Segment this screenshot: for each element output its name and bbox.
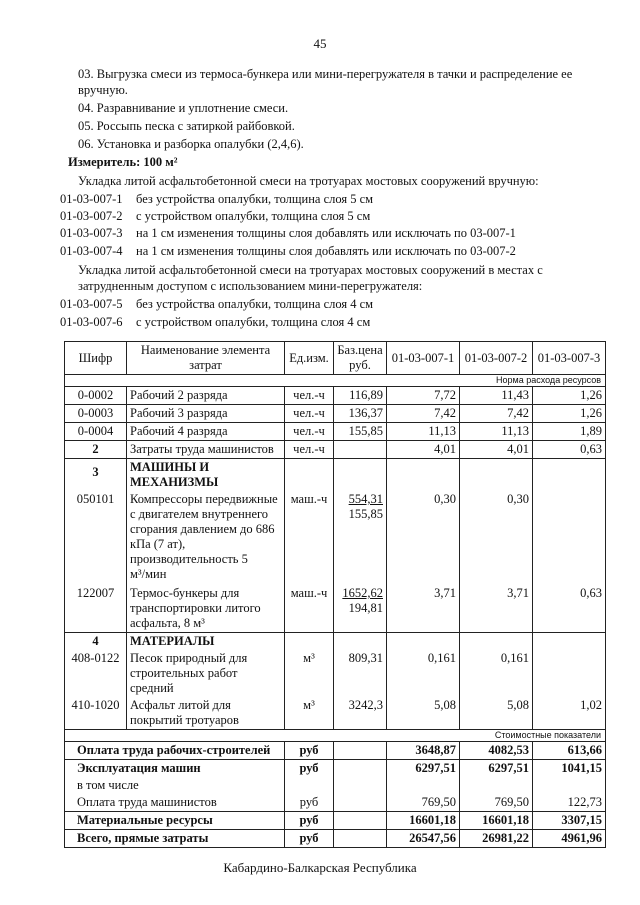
table-row (65, 423, 606, 441)
cost-empty (334, 830, 387, 848)
cost-v1 (387, 777, 460, 794)
cost-unit (285, 777, 334, 794)
cell-price: 136,37 (334, 405, 387, 423)
cost-name: в том числе (65, 777, 285, 794)
cost-v2 (460, 777, 533, 794)
cell-unit: м³ (285, 650, 334, 697)
name-line: строительных работ (130, 666, 238, 680)
name-line: сгорания давлением до 686 (130, 522, 275, 536)
section-title-line: МЕХАНИЗМЫ (130, 475, 219, 489)
cell-v2 (460, 459, 533, 492)
cost-v2: 16601,18 (460, 812, 533, 830)
header-col3: 01-03-007-3 (533, 342, 606, 375)
name-line: Асфальт литой для (130, 698, 231, 712)
cost-v3: 3307,15 (533, 812, 606, 830)
cell-unit (285, 633, 334, 651)
name-line: Термос-бункеры для (130, 586, 240, 600)
group1-item (60, 243, 516, 259)
header-unit: Ед.изм. (285, 342, 334, 375)
cell-unit (285, 459, 334, 492)
cell-v3: 1,89 (533, 423, 606, 441)
name-line: покрытий тротуаров (130, 713, 239, 727)
cell-unit: чел.-ч (285, 441, 334, 459)
section-title (127, 459, 285, 492)
cell-price: 116,89 (334, 387, 387, 405)
group1-item (60, 225, 516, 241)
cell-code: 122007 (65, 585, 127, 633)
name-line: производительность 5 (130, 552, 248, 566)
group2-item (60, 296, 373, 312)
step-04: 04. Разравнивание и уплотнение смеси. (78, 101, 289, 115)
group1-title: Укладка литой асфальтобетонной смеси на тротуарах мостовых сооружений вручную: (78, 174, 539, 188)
table-row (65, 405, 606, 423)
cell-name (127, 697, 285, 730)
cell-name (127, 491, 285, 585)
cost-v1: 16601,18 (387, 812, 460, 830)
cost-row (65, 830, 606, 848)
item-text: без устройства опалубки, толщина слоя 5 см (136, 192, 374, 206)
name-line: Компрессоры передвижные (130, 492, 278, 506)
cell-name: Рабочий 4 разряда (127, 423, 285, 441)
table-header-row (65, 342, 606, 375)
cell-v2 (460, 633, 533, 651)
cost-unit: руб (285, 830, 334, 848)
cost-unit: руб (285, 812, 334, 830)
cell-v3 (533, 459, 606, 492)
cell-code: 2 (65, 441, 127, 459)
table-row (65, 697, 606, 730)
table-row (65, 491, 606, 585)
item-code: 01-03-007-6 (60, 315, 123, 329)
cost-v2: 6297,51 (460, 760, 533, 778)
cell-v1: 7,42 (387, 405, 460, 423)
cost-v3: 122,73 (533, 794, 606, 812)
page-number: 45 (313, 36, 327, 51)
cell-v2: 0,161 (460, 650, 533, 697)
cost-name: Материальные ресурсы (65, 812, 285, 830)
header-price: Баз.цена руб. (334, 342, 387, 375)
price-bottom: 155,85 (348, 507, 383, 521)
cost-empty (334, 760, 387, 778)
cost-unit: руб (285, 760, 334, 778)
cost-name: Оплата труда машинистов (65, 794, 285, 812)
cell-v3: 1,02 (533, 697, 606, 730)
item-text: на 1 см изменения толщины слоя добавлять или исключать по 03-007-2 (136, 244, 516, 258)
table-row (65, 441, 606, 459)
table-row (65, 585, 606, 633)
cost-name: Оплата труда рабочих-строителей (65, 742, 285, 760)
price-top: 1652,62 (342, 586, 383, 600)
cell-price (334, 441, 387, 459)
cell-v1 (387, 459, 460, 492)
name-line: транспортировки литого (130, 601, 261, 615)
section-title-line: МАШИНЫ И (130, 460, 210, 474)
header-col1: 01-03-007-1 (387, 342, 460, 375)
cell-v3 (533, 650, 606, 697)
section-row-materials (65, 633, 606, 651)
group1-item (60, 208, 370, 224)
cell-v2: 0,30 (460, 491, 533, 585)
cell-unit: чел.-ч (285, 387, 334, 405)
cost-row (65, 742, 606, 760)
group1-item (60, 191, 373, 207)
cost-v1: 26547,56 (387, 830, 460, 848)
cost-name: Эксплуатация машин (65, 760, 285, 778)
cost-empty (334, 777, 387, 794)
name-line: асфальта, 8 м³ (130, 616, 205, 630)
header-name: Наименование элемента затрат (127, 342, 285, 375)
table-row (65, 650, 606, 697)
cost-v2: 769,50 (460, 794, 533, 812)
cost-caption: Стоимостные показатели (65, 730, 606, 742)
norm-caption: Норма расхода ресурсов (65, 375, 606, 387)
cell-v3: 1,26 (533, 387, 606, 405)
cell-v1: 0,161 (387, 650, 460, 697)
cell-unit: маш.-ч (285, 491, 334, 585)
cell-v2: 7,42 (460, 405, 533, 423)
step-06: 06. Установка и разборка опалубки (2,4,6). (78, 137, 304, 151)
cell-v3: 0,63 (533, 441, 606, 459)
cell-name: Рабочий 2 разряда (127, 387, 285, 405)
cell-v2: 4,01 (460, 441, 533, 459)
cell-v1: 11,13 (387, 423, 460, 441)
cell-code: 408-0122 (65, 650, 127, 697)
step-05: 05. Россыпь песка с затиркой райбовкой. (78, 119, 295, 133)
cell-name (127, 650, 285, 697)
measure-unit: Измеритель: 100 м² (68, 155, 178, 169)
resource-table (64, 341, 606, 848)
step-03-cont: вручную. (78, 83, 128, 97)
cost-row (65, 812, 606, 830)
header-col2: 01-03-007-2 (460, 342, 533, 375)
cost-v2: 26981,22 (460, 830, 533, 848)
item-code: 01-03-007-5 (60, 297, 123, 311)
cost-v2: 4082,53 (460, 742, 533, 760)
cell-price: 809,31 (334, 650, 387, 697)
price-top: 554,31 (348, 492, 383, 506)
section-num: 3 (65, 459, 127, 492)
cell-unit: м³ (285, 697, 334, 730)
cost-empty (334, 794, 387, 812)
item-code: 01-03-007-3 (60, 226, 123, 240)
name-line: средний (130, 681, 174, 695)
cell-code: 410-1020 (65, 697, 127, 730)
cell-unit: маш.-ч (285, 585, 334, 633)
cell-price (334, 459, 387, 492)
header-code: Шифр (65, 342, 127, 375)
cell-v2: 11,43 (460, 387, 533, 405)
section-title: МАТЕРИАЛЫ (127, 633, 285, 651)
cell-unit: чел.-ч (285, 423, 334, 441)
cell-v2: 3,71 (460, 585, 533, 633)
cost-unit: руб (285, 742, 334, 760)
cost-name: Всего, прямые затраты (65, 830, 285, 848)
cell-v1: 0,30 (387, 491, 460, 585)
cost-row (65, 777, 606, 794)
cost-v1: 6297,51 (387, 760, 460, 778)
cost-v3: 4961,96 (533, 830, 606, 848)
cell-code: 0-0004 (65, 423, 127, 441)
step-03: 03. Выгрузка смеси из термоса-бункера или мини-перегружателя в тачки и распределение ее (78, 67, 573, 81)
cost-v1: 3648,87 (387, 742, 460, 760)
cell-code: 0-0002 (65, 387, 127, 405)
cell-name: Затраты труда машинистов (127, 441, 285, 459)
page-footer: Кабардино-Балкарская Республика (223, 860, 417, 875)
name-line: Песок природный для (130, 651, 248, 665)
name-line: м³/мин (130, 567, 167, 581)
cost-v1: 769,50 (387, 794, 460, 812)
name-line: с двигателем внутреннего (130, 507, 269, 521)
cell-v2: 11,13 (460, 423, 533, 441)
item-code: 01-03-007-4 (60, 244, 123, 258)
cell-v1 (387, 633, 460, 651)
cell-unit: чел.-ч (285, 405, 334, 423)
cell-code: 0-0003 (65, 405, 127, 423)
cell-price: 3242,3 (334, 697, 387, 730)
item-text: без устройства опалубки, толщина слоя 4 см (136, 297, 374, 311)
price-bottom: 194,81 (348, 601, 383, 615)
item-text: с устройством опалубки, толщина слоя 5 см (136, 209, 371, 223)
cell-v1: 4,01 (387, 441, 460, 459)
cost-unit: руб (285, 794, 334, 812)
cell-v3: 1,26 (533, 405, 606, 423)
cell-v3: 0,63 (533, 585, 606, 633)
cell-v3 (533, 491, 606, 585)
item-text: с устройством опалубки, толщина слоя 4 см (136, 315, 371, 329)
cost-row (65, 794, 606, 812)
table-row (65, 387, 606, 405)
cell-name: Рабочий 3 разряда (127, 405, 285, 423)
cell-price (334, 633, 387, 651)
item-code: 01-03-007-2 (60, 209, 123, 223)
group2-title-cont: затрудненным доступом с использованием мини-перегружателя: (78, 279, 423, 293)
cell-v1: 3,71 (387, 585, 460, 633)
section-row-machines (65, 459, 606, 492)
cell-price (334, 585, 387, 633)
cost-empty (334, 812, 387, 830)
cell-price: 155,85 (334, 423, 387, 441)
cell-v3 (533, 633, 606, 651)
cell-v1: 5,08 (387, 697, 460, 730)
cost-v3: 613,66 (533, 742, 606, 760)
cell-v1: 7,72 (387, 387, 460, 405)
group2-item (60, 314, 370, 330)
group2-title: Укладка литой асфальтобетонной смеси на тротуарах мостовых сооружений в местах с (78, 263, 543, 277)
cost-row (65, 760, 606, 778)
item-code: 01-03-007-1 (60, 192, 123, 206)
cell-code: 050101 (65, 491, 127, 585)
cost-v3: 1041,15 (533, 760, 606, 778)
section-num: 4 (65, 633, 127, 651)
cell-v2: 5,08 (460, 697, 533, 730)
cell-name (127, 585, 285, 633)
item-text: на 1 см изменения толщины слоя добавлять или исключать по 03-007-1 (136, 226, 516, 240)
cost-empty (334, 742, 387, 760)
name-line: кПа (7 ат), (130, 537, 186, 551)
cost-v3 (533, 777, 606, 794)
cell-price (334, 491, 387, 585)
